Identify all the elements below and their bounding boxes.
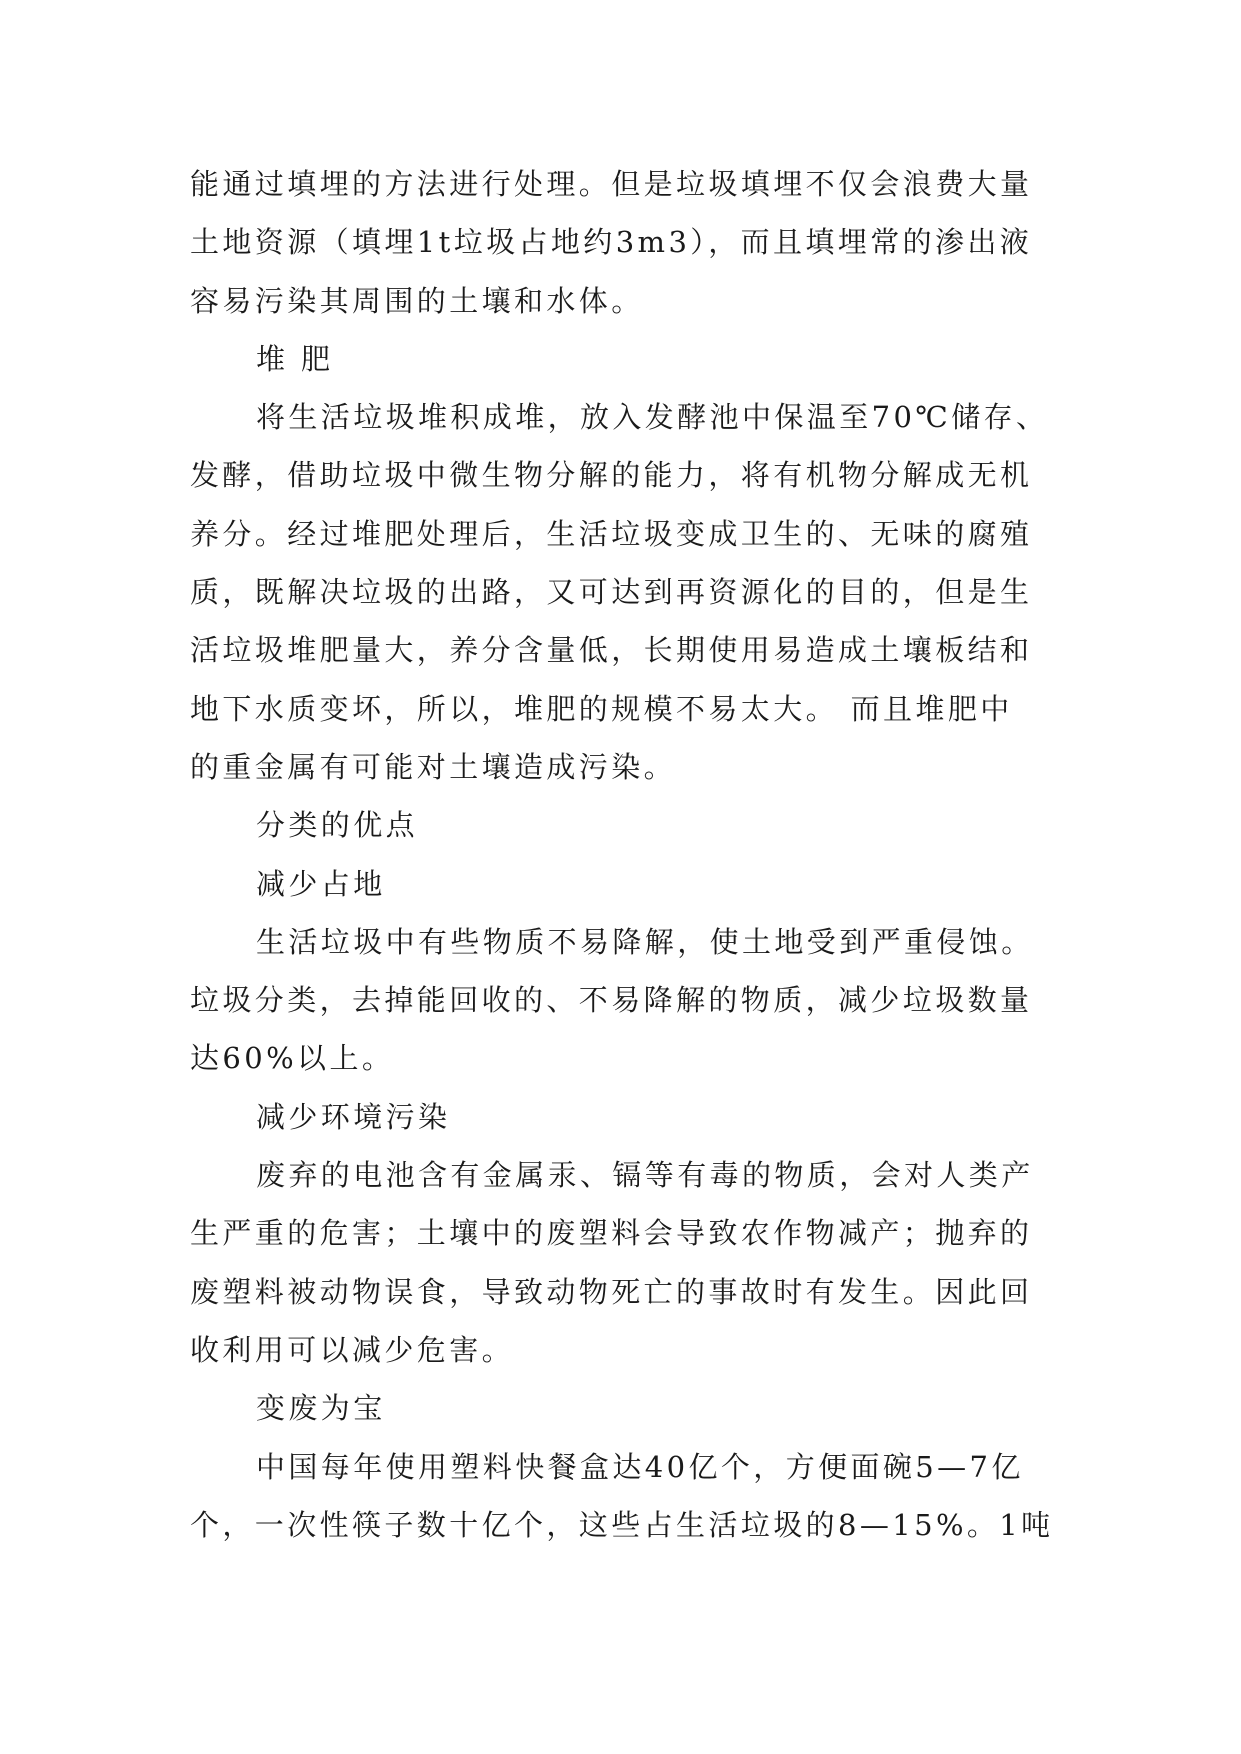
section-heading-compost: 堆 肥 <box>256 341 334 376</box>
text-line: 发酵，借助垃圾中微生物分解的能力，将有机物分解成无机 <box>190 458 1033 493</box>
text-line: 废塑料被动物误食，导致动物死亡的事故时有发生。因此回 <box>190 1274 1033 1309</box>
text-line: 质，既解决垃圾的出路，又可达到再资源化的目的，但是生 <box>190 575 1033 610</box>
section-heading-advantages: 分类的优点 <box>256 808 419 843</box>
section-heading-reduce-pollution: 减少环境污染 <box>256 1099 451 1134</box>
text-line: 能通过填埋的方法进行处理。但是垃圾填埋不仅会浪费大量 <box>190 167 1033 201</box>
text-line: 地下水质变坏，所以，堆肥的规模不易太大。 而且堆肥中 <box>190 691 1013 726</box>
text-line: 活垃圾堆肥量大，养分含量低，长期使用易造成土壤板结和 <box>190 633 1033 668</box>
text-line: 将生活垃圾堆积成堆，放入发酵池中保温至70℃储存、 <box>256 400 1049 435</box>
section-heading-reduce-land: 减少占地 <box>256 866 386 901</box>
text-line: 养分。经过堆肥处理后，生活垃圾变成卫生的、无味的腐殖 <box>190 516 1033 551</box>
section-heading-waste-to-treasure: 变废为宝 <box>256 1391 386 1426</box>
text-line: 土地资源（填埋1t垃圾占地约3m3），而且填埋常的渗出液 <box>190 225 1033 260</box>
text-line: 生严重的危害；土壤中的废塑料会导致农作物减产；抛弃的 <box>190 1216 1033 1251</box>
text-line: 收利用可以减少危害。 <box>190 1332 515 1367</box>
text-line: 的重金属有可能对土壤造成污染。 <box>190 749 677 784</box>
body-text <box>190 155 1070 1554</box>
text-line: 垃圾分类，去掉能回收的、不易降解的物质，减少垃圾数量 <box>190 983 1033 1018</box>
text-line: 废弃的电池含有金属汞、镉等有毒的物质，会对人类产 <box>256 1158 1034 1193</box>
text-line: 个，一次性筷子数十亿个，这些占生活垃圾的8—15%。1吨 <box>190 1507 1054 1542</box>
text-line: 达60%以上。 <box>190 1041 395 1076</box>
text-line: 容易污染其周围的土壤和水体。 <box>190 283 644 318</box>
text-line: 生活垃圾中有些物质不易降解，使土地受到严重侵蚀。 <box>256 924 1034 959</box>
text-line: 中国每年使用塑料快餐盒达40亿个，方便面碗5—7亿 <box>256 1449 1024 1484</box>
